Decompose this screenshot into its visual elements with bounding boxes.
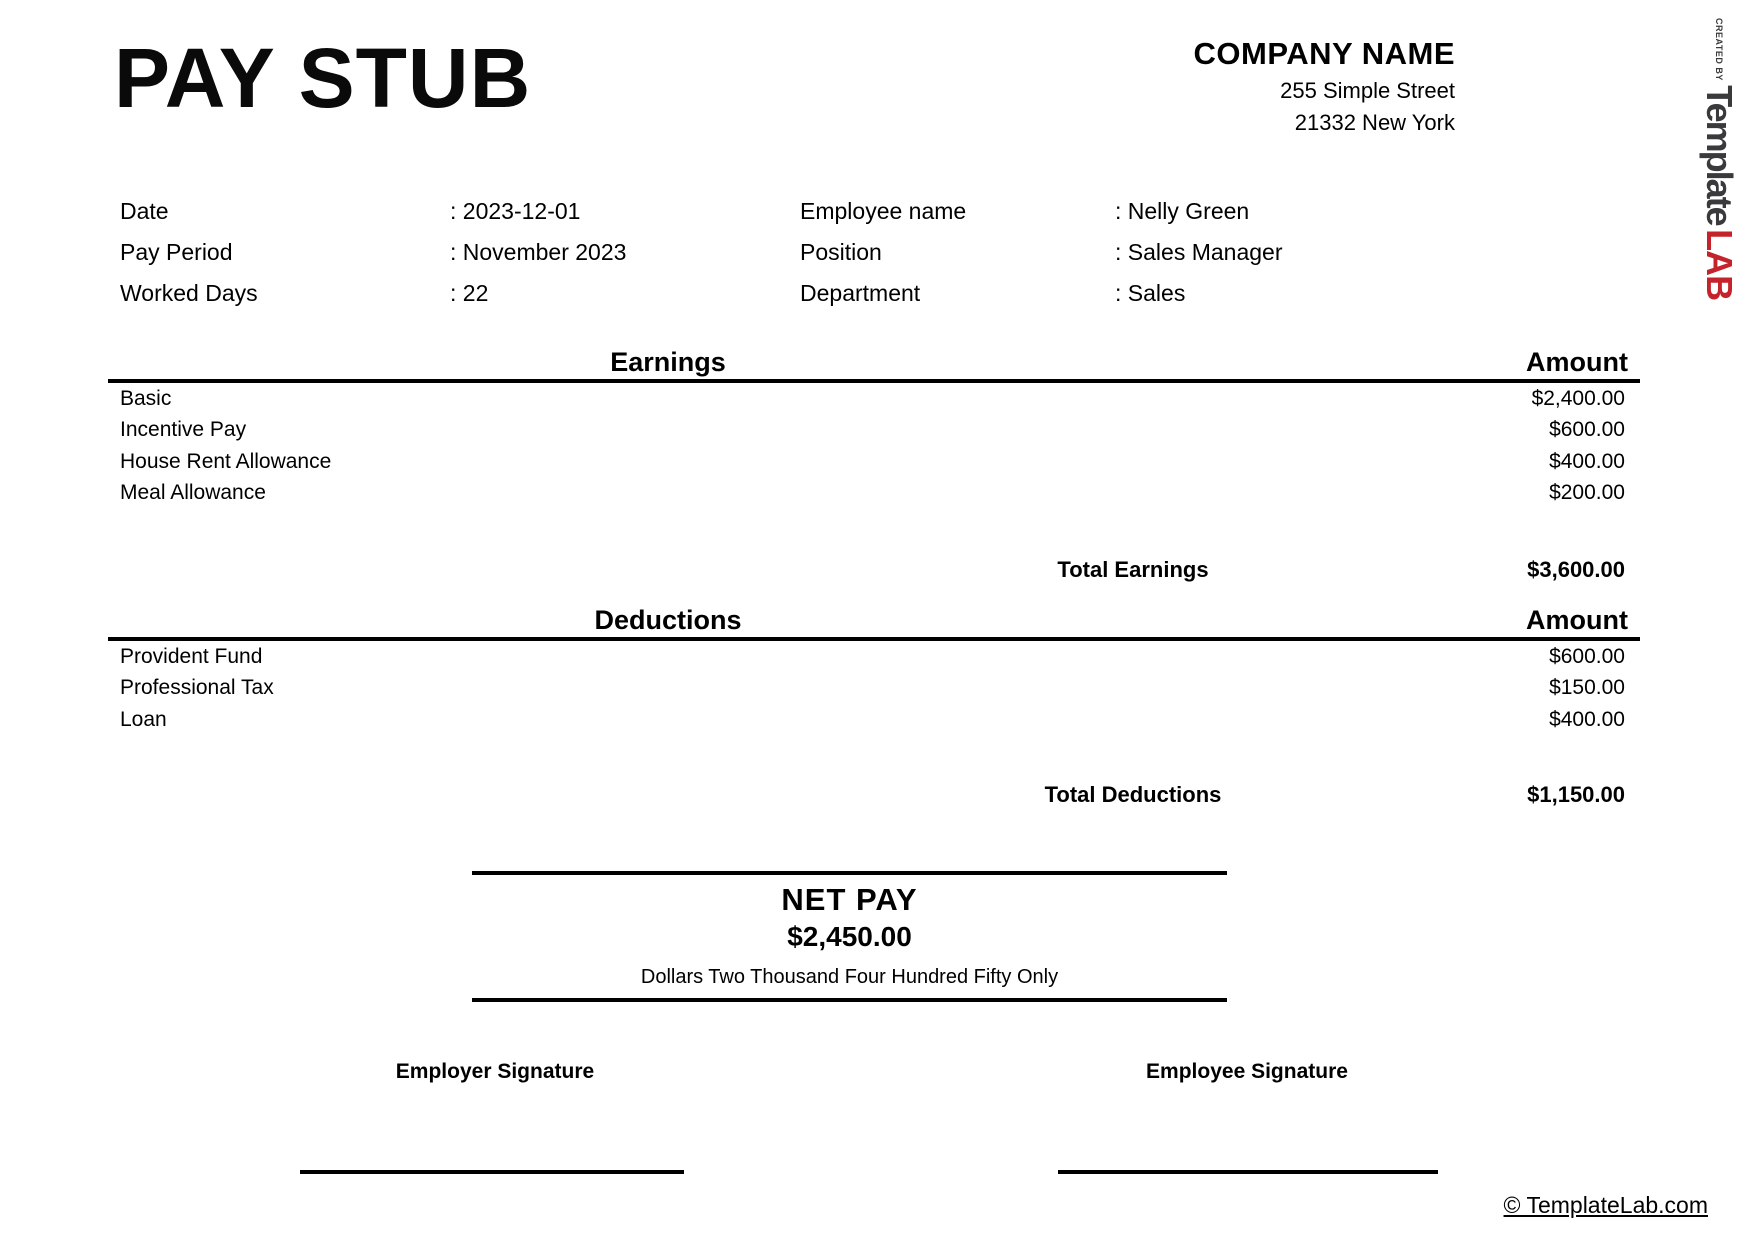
deductions-row-label: Provident Fund xyxy=(120,644,263,668)
earnings-row-amount: $400.00 xyxy=(1549,449,1625,473)
employee-signature-line xyxy=(1058,1170,1438,1174)
employee-signature-label: Employee Signature xyxy=(1146,1060,1348,1083)
earnings-row-label: Meal Allowance xyxy=(120,481,266,505)
total-earnings-label: Total Earnings xyxy=(1057,557,1209,582)
department-label: Department xyxy=(800,280,921,306)
earnings-row-amount: $200.00 xyxy=(1549,481,1625,505)
deductions-table-header xyxy=(108,604,1640,641)
brand-wordmark-lab: LAB xyxy=(1699,229,1740,301)
created-by-label: CREATED BY xyxy=(1714,18,1724,81)
table-row xyxy=(108,478,1640,510)
employee-name-label: Employee name xyxy=(800,198,967,224)
date-label: Date xyxy=(120,198,169,224)
deductions-title: Deductions xyxy=(594,605,742,635)
employee-name-value: : Nelly Green xyxy=(1115,198,1250,224)
pay-period-label: Pay Period xyxy=(120,239,233,265)
table-row xyxy=(108,383,1640,415)
pay-period-value: : November 2023 xyxy=(450,239,627,265)
total-deductions-amount: $1,150.00 xyxy=(1527,782,1625,807)
total-earnings-amount: $3,600.00 xyxy=(1527,557,1625,582)
earnings-title: Earnings xyxy=(610,347,726,377)
deductions-row-amount: $150.00 xyxy=(1549,676,1625,700)
earnings-row-amount: $600.00 xyxy=(1549,418,1625,442)
earnings-table-header xyxy=(108,346,1640,383)
position-value: : Sales Manager xyxy=(1115,239,1283,265)
employee-info-grid xyxy=(120,191,1455,314)
position-label: Position xyxy=(800,239,882,265)
employer-signature-line xyxy=(300,1170,684,1174)
page-title: PAY STUB xyxy=(114,31,532,125)
earnings-table xyxy=(108,346,1640,509)
templatelab-link[interactable]: © TemplateLab.com xyxy=(1503,1192,1708,1218)
earnings-row-label: House Rent Allowance xyxy=(120,449,332,473)
table-row xyxy=(108,446,1640,478)
total-deductions-row xyxy=(108,780,1640,810)
templatelab-logo xyxy=(1698,18,1740,301)
table-row xyxy=(108,415,1640,447)
deductions-row-amount: $400.00 xyxy=(1549,707,1625,731)
net-pay-amount: $2,450.00 xyxy=(787,921,912,952)
deductions-row-amount: $600.00 xyxy=(1549,644,1625,668)
net-pay-box xyxy=(472,871,1227,1002)
table-row xyxy=(108,704,1640,736)
table-row xyxy=(108,641,1640,673)
company-address-line1: 255 Simple Street xyxy=(1280,78,1455,103)
company-address-line2: 21332 New York xyxy=(1294,110,1455,135)
total-earnings-row xyxy=(108,555,1640,585)
net-pay-in-words: Dollars Two Thousand Four Hundred Fifty Only xyxy=(640,966,1059,988)
deductions-row-label: Professional Tax xyxy=(120,676,274,700)
deductions-table xyxy=(108,604,1640,736)
employer-signature-label: Employer Signature xyxy=(395,1060,595,1083)
earnings-row-label: Incentive Pay xyxy=(120,418,247,442)
brand-wordmark-template: Template xyxy=(1699,85,1740,225)
earnings-row-label: Basic xyxy=(120,386,172,410)
deductions-amount-header: Amount xyxy=(1526,605,1628,635)
deductions-row-label: Loan xyxy=(120,707,167,731)
earnings-row-amount: $2,400.00 xyxy=(1531,386,1625,410)
date-value: : 2023-12-01 xyxy=(450,198,581,224)
net-pay-title: NET PAY xyxy=(781,882,918,917)
company-block xyxy=(1194,36,1455,136)
company-name: COMPANY NAME xyxy=(1193,36,1455,71)
earnings-amount-header: Amount xyxy=(1526,347,1628,377)
department-value: : Sales xyxy=(1115,280,1186,306)
table-row xyxy=(108,673,1640,705)
worked-days-label: Worked Days xyxy=(120,280,258,306)
total-deductions-label: Total Deductions xyxy=(1044,782,1222,807)
worked-days-value: : 22 xyxy=(450,280,489,306)
